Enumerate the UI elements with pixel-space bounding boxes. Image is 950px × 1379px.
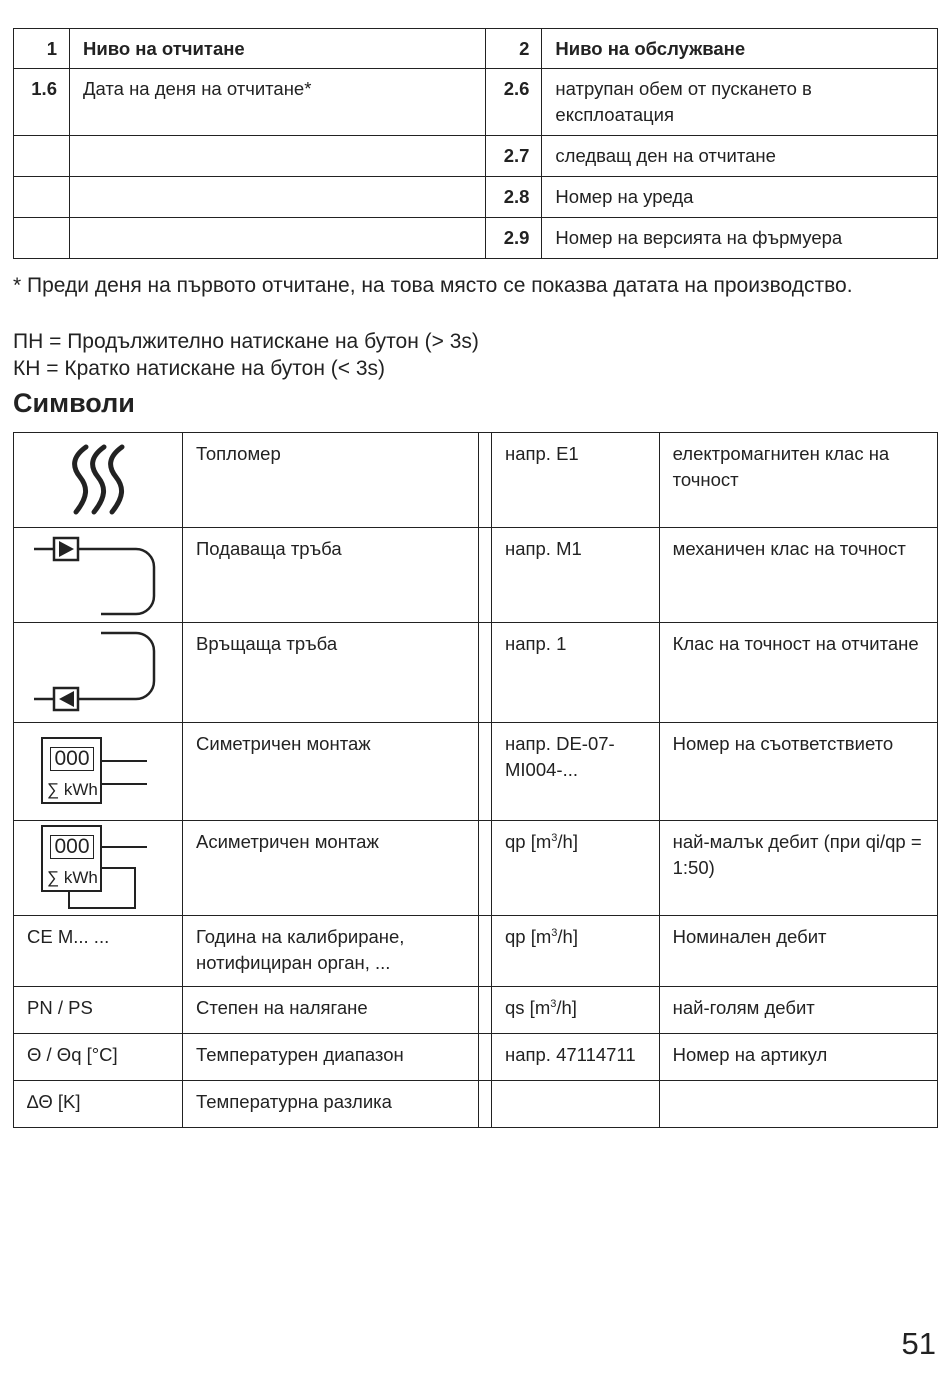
symbol-code: напр. M1 (492, 528, 660, 623)
footnote: * Преди деня на първото отчитане, на това място се показва датата на производство. (13, 274, 853, 297)
symbol-code: напр. E1 (492, 433, 660, 528)
column-separator (479, 821, 492, 916)
symbol-label: Връщаща тръба (183, 623, 479, 723)
code-prefix: qp [m (505, 926, 552, 947)
levels-table (13, 28, 938, 259)
level-2-title: Ниво на обслужване (542, 29, 938, 69)
abbreviation-long-press: ПН = Продължително натискане на бутон (> 3s) (13, 330, 479, 353)
symbol-meaning: Номер на съответствието (659, 723, 937, 821)
symbol-label: Степен на налягане (183, 987, 479, 1034)
column-separator (479, 433, 492, 528)
symbol-text: ∆Θ [K] (14, 1081, 183, 1128)
code-superscript: 3 (550, 997, 557, 1010)
table-row (14, 723, 938, 821)
symbol-text: PN / PS (14, 987, 183, 1034)
symbol-meaning (659, 1081, 937, 1128)
symbol-meaning: Клас на точност на отчитане (659, 623, 937, 723)
cell-level1-num: 1.6 (14, 69, 70, 136)
symbols-heading: Символи (13, 388, 135, 418)
symbols-table (13, 432, 938, 1128)
cell-level1-num (14, 177, 70, 218)
level-1-title: Ниво на отчитане (69, 29, 485, 69)
cell-level1-text (69, 136, 485, 177)
cell-level2-text: Номер на версията на фърмуера (542, 218, 938, 259)
symbol-label: Асиметричен монтаж (183, 821, 479, 916)
table-row (14, 177, 938, 218)
cell-level2-num: 2.7 (486, 136, 542, 177)
symbol-code (492, 987, 660, 1034)
column-separator (479, 528, 492, 623)
symbol-meaning: Номинален дебит (659, 916, 937, 987)
cell-level1-text (69, 177, 485, 218)
column-separator (479, 623, 492, 723)
symbol-label: Температурна разлика (183, 1081, 479, 1128)
cell-level2-text: следващ ден на отчитане (542, 136, 938, 177)
code-superscript: 3 (551, 926, 558, 939)
table-row (14, 433, 938, 528)
cell-level1-text (69, 218, 485, 259)
table-row (14, 218, 938, 259)
symbol-code (492, 821, 660, 916)
symbol-meaning: най-голям дебит (659, 987, 937, 1034)
symbol-label: Година на калибриране, нотифициран орган, ... (183, 916, 479, 987)
symbol-code: напр. 1 (492, 623, 660, 723)
table-row (14, 623, 938, 723)
meter-digits: 000 (50, 835, 94, 859)
asymmetric-mount-icon (14, 821, 183, 916)
return-pipe-icon (14, 623, 183, 723)
code-superscript: 3 (551, 831, 558, 844)
table-row (14, 1034, 938, 1081)
symbol-meaning: Номер на артикул (659, 1034, 937, 1081)
symbol-code (492, 916, 660, 987)
column-separator (479, 987, 492, 1034)
meter-unit: ∑ kWh (47, 868, 98, 887)
cell-level1-text: Дата на деня на отчитане* (69, 69, 485, 136)
symbol-meaning: електромагнитен клас на точност (659, 433, 937, 528)
cell-level2-num: 2.9 (486, 218, 542, 259)
table-row (14, 821, 938, 916)
table-row (14, 916, 938, 987)
heat-meter-icon (14, 433, 183, 528)
symbol-code: напр. DE-07-MI004-... (492, 723, 660, 821)
meter-digits: 000 (50, 747, 94, 771)
level-2-number: 2 (486, 29, 542, 69)
symbol-label: Подаваща тръба (183, 528, 479, 623)
symbol-code: напр. 47114711 (492, 1034, 660, 1081)
code-prefix: qs [m (505, 997, 551, 1018)
symbol-text: CE M... ... (14, 916, 183, 987)
code-prefix: qp [m (505, 831, 552, 852)
meter-unit: ∑ kWh (47, 780, 98, 799)
column-separator (479, 1034, 492, 1081)
symmetric-mount-icon (14, 723, 183, 821)
code-suffix: /h] (557, 926, 578, 947)
cell-level2-num: 2.8 (486, 177, 542, 218)
cell-level2-text: натрупан обем от пускането в експлоатация (542, 69, 938, 136)
table-row (14, 69, 938, 136)
table-row (14, 1081, 938, 1128)
page-number: 51 (901, 1326, 936, 1361)
table-row (14, 136, 938, 177)
symbol-meaning: механичен клас на точност (659, 528, 937, 623)
code-suffix: /h] (556, 997, 577, 1018)
cell-level2-num: 2.6 (486, 69, 542, 136)
symbol-code (492, 1081, 660, 1128)
cell-level2-text: Номер на уреда (542, 177, 938, 218)
symbol-label: Температурен диапазон (183, 1034, 479, 1081)
levels-header-row (14, 29, 938, 69)
symbol-text: Θ / Θq [°C] (14, 1034, 183, 1081)
abbreviation-short-press: КН = Кратко натискане на бутон (< 3s) (13, 357, 386, 380)
cell-level1-num (14, 218, 70, 259)
table-row (14, 528, 938, 623)
column-separator (479, 1081, 492, 1128)
code-suffix: /h] (557, 831, 578, 852)
table-row (14, 987, 938, 1034)
column-separator (479, 723, 492, 821)
level-1-number: 1 (14, 29, 70, 69)
symbol-label: Симетричен монтаж (183, 723, 479, 821)
cell-level1-num (14, 136, 70, 177)
supply-pipe-icon (14, 528, 183, 623)
symbol-meaning: най-малък дебит (при qi/qp = 1:50) (659, 821, 937, 916)
symbol-label: Топломер (183, 433, 479, 528)
column-separator (479, 916, 492, 987)
